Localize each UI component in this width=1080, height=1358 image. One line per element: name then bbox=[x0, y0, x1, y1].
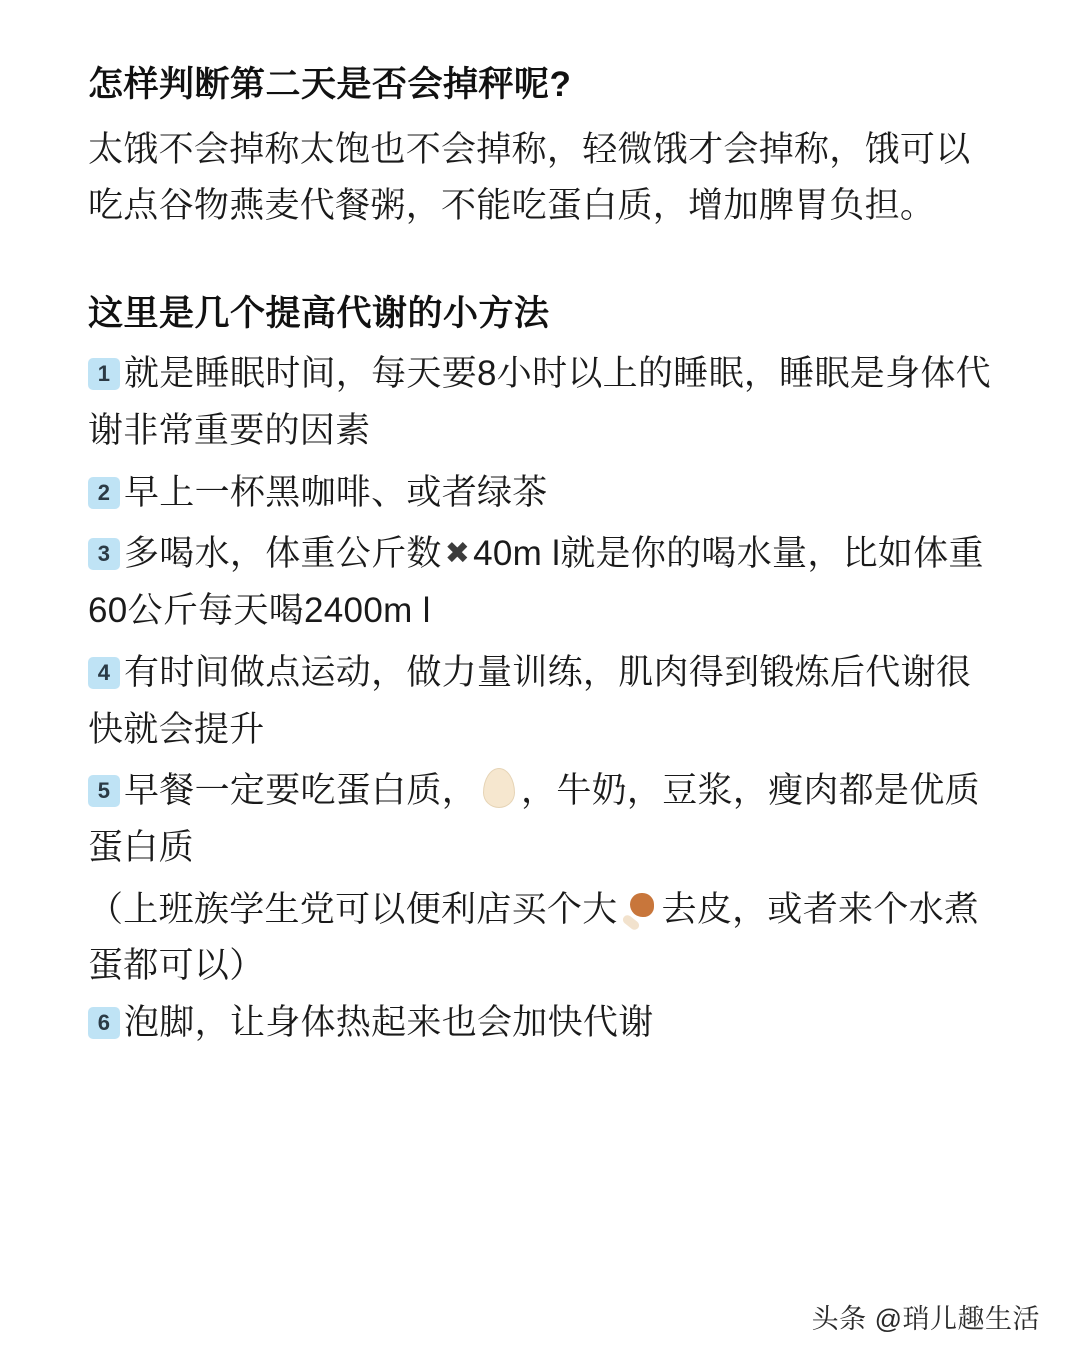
list-item bbox=[88, 465, 992, 522]
tip-text-1: 就是睡眠时间，每天要8小时以上的睡眠，睡眠是身体代谢非常重要的因素 bbox=[88, 354, 991, 451]
list-item bbox=[88, 526, 992, 639]
multiply-icon: ✖ bbox=[444, 537, 471, 571]
tips-list bbox=[88, 346, 992, 876]
egg-emoji-icon bbox=[483, 768, 515, 808]
section-heading-2: 这里是几个提高代谢的小方法 bbox=[88, 293, 550, 333]
number-badge-6: 6 bbox=[88, 1007, 120, 1039]
number-badge-3: 3 bbox=[88, 538, 120, 570]
number-badge-1: 1 bbox=[88, 358, 120, 390]
note-text-after: 去皮，或者来个水煮蛋都可以） bbox=[88, 889, 980, 986]
list-item bbox=[88, 995, 992, 1052]
list-item bbox=[88, 645, 992, 758]
tip-text-3a: 多喝水，体重公斤数 bbox=[124, 534, 442, 574]
section-spacer bbox=[88, 235, 992, 291]
section-body-1: 太饿不会掉称太饱也不会掉称，轻微饿才会掉称，饿可以吃点谷物燕麦代餐粥，不能吃蛋白质，增加脾胃负担。 bbox=[88, 129, 971, 226]
tip-text-5b: ，牛奶，豆浆，瘦肉都是优质蛋白质 bbox=[88, 771, 980, 867]
list-item bbox=[88, 346, 992, 459]
tip-text-6: 泡脚，让身体热起来也会加快代谢 bbox=[124, 1002, 654, 1042]
tip-note bbox=[88, 882, 992, 995]
number-badge-2: 2 bbox=[88, 477, 120, 509]
chicken-leg-emoji-icon bbox=[622, 893, 658, 927]
tip-text-5a: 早餐一定要吃蛋白质， bbox=[124, 771, 478, 811]
section-heading-1: 怎样判断第二天是否会掉秤呢? bbox=[88, 65, 572, 104]
tip-text-4: 有时间做点运动，做力量训练，肌肉得到锻炼后代谢很快就会提升 bbox=[88, 652, 972, 749]
note-text-before: （上班族学生党可以便利店买个大 bbox=[88, 889, 618, 929]
watermark-text: 头条 @琑儿趣生活 bbox=[811, 1304, 1040, 1334]
number-badge-5: 5 bbox=[88, 775, 120, 807]
tip-text-3b: 40m l就是你的喝水量，比如体重60公斤每天喝2400m l bbox=[88, 534, 984, 631]
tips-list-continued bbox=[88, 995, 992, 1052]
number-badge-4: 4 bbox=[88, 657, 120, 689]
tip-text-2: 早上一杯黑咖啡、或者绿茶 bbox=[124, 472, 548, 512]
list-item bbox=[88, 763, 992, 876]
